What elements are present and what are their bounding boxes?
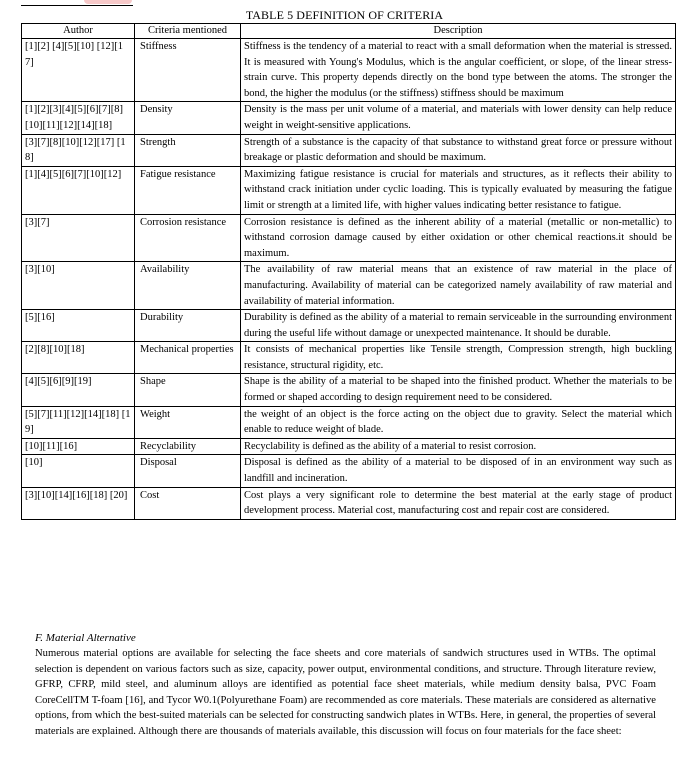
author-cell: [3][7][8][10][12][17] [18] [22, 134, 135, 166]
criteria-cell: Fatigue resistance [135, 166, 241, 214]
description-cell: Durability is defined as the ability of a material to remain serviceable in the surrounding environment during the useful life without damage or unexpected maintenance. It should be durable. [241, 310, 676, 342]
description-cell: Cost plays a very significant role to determine the best material at the early stage of product development process. Material cost, manufacturing cost and repair cost are considered. [241, 487, 676, 519]
table-row [22, 134, 676, 166]
table-row [22, 166, 676, 214]
author-cell: [5][7][11][12][14][18] [19] [22, 406, 135, 438]
highlight-mark [84, 0, 132, 4]
description-cell: Maximizing fatigue resistance is crucial for materials and structures, as it reflects their ability to withstand crack initiation under cyclic loading. This is typically evaluated by measuring the fatigue limit or strength at a limited life, with higher values indicating better resistance to fatigue. [241, 166, 676, 214]
criteria-cell: Corrosion resistance [135, 214, 241, 262]
description-cell: Strength of a substance is the capacity of that substance to withstand great force or pressure without breakage or plastic deformation and should be maximum. [241, 134, 676, 166]
author-cell: [3][7] [22, 214, 135, 262]
table-row [22, 214, 676, 262]
header-criteria: Criteria mentioned [135, 24, 241, 39]
table-row [22, 262, 676, 310]
author-cell: [1][2] [4][5][10] [12][17] [22, 39, 135, 102]
table-row [22, 39, 676, 102]
table-header-row [22, 24, 676, 39]
author-cell: [2][8][10][18] [22, 342, 135, 374]
table-row [22, 310, 676, 342]
author-cell: [3][10] [22, 262, 135, 310]
description-cell: Stiffness is the tendency of a material to react with a small deformation when the material is stressed. It is measured with Young's Modulus, which is the angular coefficient, or slope, of the linear stress-strain curve. This property depends directly on the bond type between the atoms. The stronger the bond, the higher the modulus (or the stiffness) stiffness should be maximum [241, 39, 676, 102]
author-cell: [3][10][14][16][18] [20] [22, 487, 135, 519]
table-row [22, 438, 676, 455]
table-row [22, 374, 676, 406]
criteria-cell: Shape [135, 374, 241, 406]
criteria-cell: Stiffness [135, 39, 241, 102]
author-cell: [1][4][5][6][7][10][12] [22, 166, 135, 214]
criteria-table [21, 23, 676, 520]
criteria-cell: Recyclability [135, 438, 241, 455]
table-row [22, 102, 676, 134]
header-description: Description [241, 24, 676, 39]
criteria-cell: Mechanical properties [135, 342, 241, 374]
description-cell: Density is the mass per unit volume of a material, and materials with lower density can help reduce weight in weight-sensitive applications. [241, 102, 676, 134]
author-cell: [10][11][16] [22, 438, 135, 455]
body-paragraph: Numerous material options are available for selecting the face sheets and core materials of sandwich structures used in WTBs. The optimal selection is dependent on various factors such as size, capacity, power output, environmental conditions, and structure. Through literature review, GFRP, CFRP, mild steel, and aluminum alloys are identified as potential face sheet materials, while medium density balsa, PVC Foam CoreCellTM T-foam [16], and Tycor W0.1(Polyurethane Foam) are recommended as core materials. These materials are considered as alternative options, from which the best-suited materials can be selected for constructing sandwich plates in WTBs. Here, in general, the properties of several materials are explained. Although there are thousands of materials available, this discussion will focus on four materials for the face sheet: [35, 648, 656, 737]
criteria-cell: Strength [135, 134, 241, 166]
author-cell: [4][5][6][9][19] [22, 374, 135, 406]
description-cell: Corrosion resistance is defined as the inherent ability of a material (metallic or non-metallic) to withstand corrosion damage caused by either oxidation or other chemical reactions.it should be maximum. [241, 214, 676, 262]
table-row [22, 342, 676, 374]
description-cell: Shape is the ability of a material to be shaped into the finished product. Whether the materials to be formed or shaped according to design requirement need to be considered. [241, 374, 676, 406]
section-heading: F. Material Alternative [35, 632, 136, 644]
criteria-cell: Durability [135, 310, 241, 342]
table-row [22, 487, 676, 519]
description-cell: It consists of mechanical properties like Tensile strength, Compression strength, high buckling resistance, structural rigidity, etc. [241, 342, 676, 374]
criteria-cell: Density [135, 102, 241, 134]
description-cell: The availability of raw material means that an existence of raw material in the place of manufacturing. Availability of material can be categorized namely availability of raw material and availability of material information. [241, 262, 676, 310]
table-title: TABLE 5 DEFINITION OF CRITERIA [245, 8, 444, 22]
table-row [22, 406, 676, 438]
author-cell: [1][2][3][4][5][6][7][8][10][11][12][14][18] [22, 102, 135, 134]
header-author: Author [22, 24, 135, 39]
criteria-cell: Availability [135, 262, 241, 310]
author-cell: [10] [22, 455, 135, 487]
table-row [22, 455, 676, 487]
author-cell: [5][16] [22, 310, 135, 342]
criteria-cell: Cost [135, 487, 241, 519]
criteria-cell: Weight [135, 406, 241, 438]
description-cell: Recyclability is defined as the ability of a material to resist corrosion. [241, 438, 676, 455]
criteria-cell: Disposal [135, 455, 241, 487]
description-cell: the weight of an object is the force acting on the object due to gravity. Select the material which enable to reduce weight of blade. [241, 406, 676, 438]
description-cell: Disposal is defined as the ability of a material to be disposed of in an environment way such as landfill and incineration. [241, 455, 676, 487]
